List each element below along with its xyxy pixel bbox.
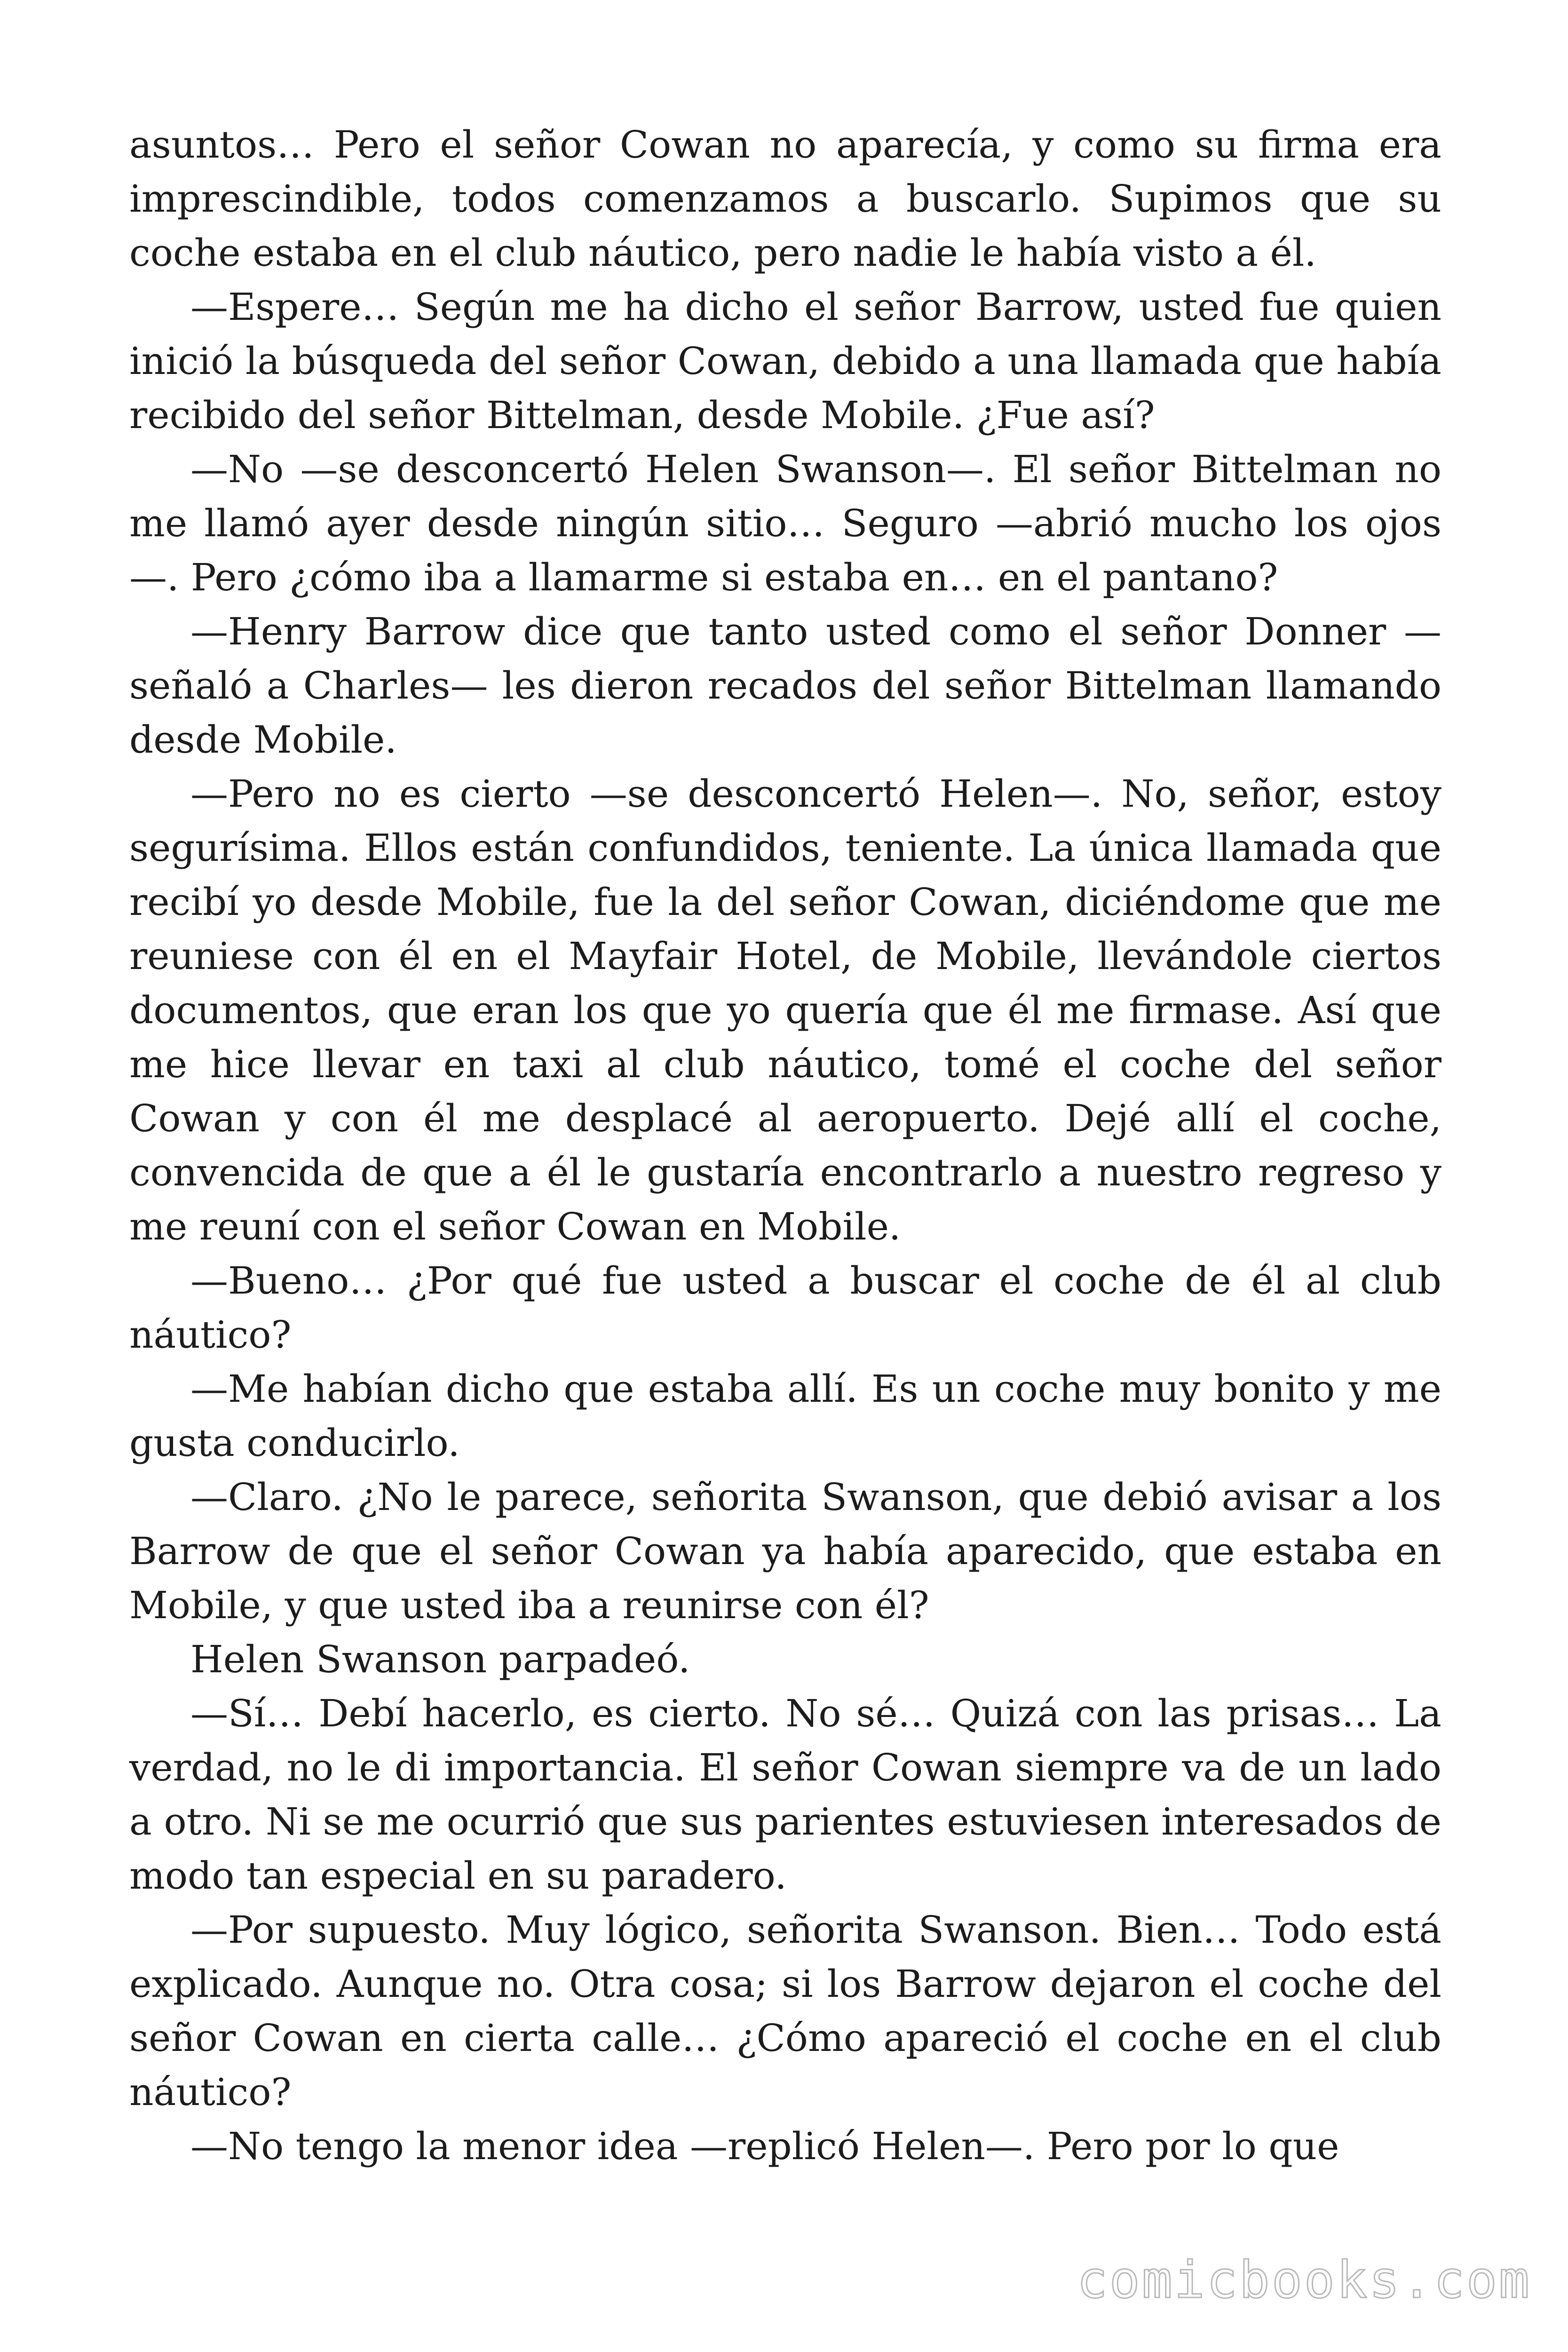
paragraph-4: —Henry Barrow dice que tanto usted como el señor Donner —señaló a Charles— les dieron recados del señor Bittelman llamando desde Mobile. — [129, 610, 1441, 762]
paragraph-1: asuntos… Pero el señor Cowan no aparecía, y como su firma era imprescindible, todos comenzamos a buscarlo. Supimos que su coche estaba en el club náutico, pero nadie le había visto a él. — [129, 123, 1441, 275]
paragraph-6: —Bueno… ¿Por qué fue usted a buscar el coche de él al club náutico? — [129, 1259, 1441, 1357]
paragraph-11: —Por supuesto. Muy lógico, señorita Swanson. Bien… Todo está explicado. Aunque no. Otra cosa; si los Barrow dejaron el coche del señor Cowan en cierta calle… ¿Cómo apareció el coche en el club náutico? — [129, 1908, 1441, 2114]
paragraph-3: —No —se desconcertó Helen Swanson—. El señor Bittelman no me llamó ayer desde ningún sitio… Seguro —abrió mucho los ojos —. Pero ¿cómo iba a llamarme si estaba en… en el pantano? — [129, 447, 1441, 599]
page-body — [129, 118, 1441, 2173]
paragraph-12: —No tengo la menor idea —replicó Helen—. Pero por lo que — [190, 2124, 1339, 2168]
paragraph-10: —Sí… Debí hacerlo, es cierto. No sé… Quizá con las prisas… La verdad, no le di importancia. El señor Cowan siempre va de un lado a otro. Ni se me ocurrió que sus parientes estuviesen interesados de modo tan especial en su paradero. — [129, 1692, 1441, 1898]
watermark: comicbooks.com — [1077, 2251, 1531, 2310]
paragraph-8: —Claro. ¿No le parece, señorita Swanson, que debió avisar a los Barrow de que el señor Cowan ya había aparecido, que estaba en Mobile, y que usted iba a reunirse con él? — [129, 1475, 1441, 1627]
paragraph-5: —Pero no es cierto —se desconcertó Helen—. No, señor, estoy segurísima. Ellos están confundidos, teniente. La única llamada que recibí yo desde Mobile, fue la del señor Cowan, diciéndome que me reuniese con él en el Mayfair Hotel, de Mobile, llevándole ciertos documentos, que eran los que yo quería que él me firmase. Así que me hice llevar en taxi al club náutico, tomé el coche del señor Cowan y con él me desplacé al aeropuerto. Dejé allí el coche, convencida de que a él le gustaría encontrarlo a nuestro regreso y me reuní con el señor Cowan en Mobile. — [129, 772, 1441, 1248]
paragraph-9: Helen Swanson parpadeó. — [190, 1637, 690, 1681]
paragraph-7: —Me habían dicho que estaba allí. Es un coche muy bonito y me gusta conducirlo. — [129, 1367, 1441, 1465]
paragraph-2: —Espere… Según me ha dicho el señor Barrow, usted fue quien inició la búsqueda del señor Cowan, debido a una llamada que había recibido del señor Bittelman, desde Mobile. ¿Fue así? — [129, 285, 1441, 437]
